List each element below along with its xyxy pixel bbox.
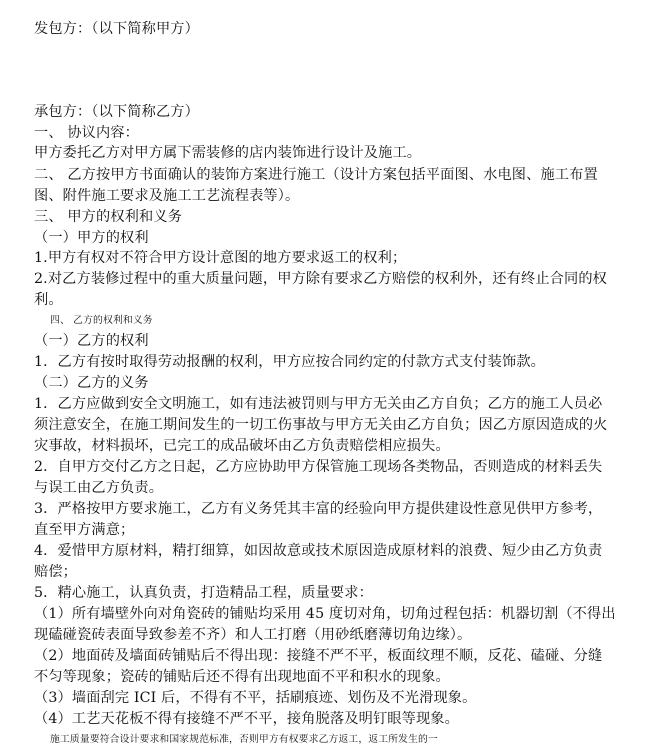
- paragraph-line: 现磕碰瓷砖表面导致参差不齐）和人工打磨（用砂纸磨薄切角边缘）。: [34, 627, 472, 643]
- section-heading-agreement: 一、 协议内容：: [34, 125, 140, 141]
- paragraph-line: 赔偿；: [34, 564, 78, 580]
- paragraph-line: 须注意安全，在施工期间发生的一切工伤事故与甲方无关由乙方自负；因乙方原因造成的火: [34, 417, 608, 433]
- paragraph-line: 直至甲方满意；: [34, 522, 135, 538]
- paragraph-line: 5．精心施工，认真负责，打造精品工程，质量要求：: [34, 585, 373, 601]
- paragraph-line: 与误工由乙方负责。: [34, 480, 164, 496]
- line-contractor-party-a: 发包方：（以下简称甲方）: [34, 21, 199, 37]
- subsection-heading: （一）甲方的权利: [34, 230, 149, 246]
- paragraph-line: 3．严格按甲方要求施工，乙方有义务凭其丰富的经验向甲方提供建设性意见供甲方参考，: [34, 501, 603, 517]
- subsection-heading: （一）乙方的权利: [34, 333, 149, 349]
- section-heading-party-a-rights: 三、 甲方的权利和义务: [34, 209, 183, 225]
- paragraph-line: （2）地面砖及墙面砖铺贴后不得出现：接缝不严不平，板面纹理不顺，反花、磕碰、分缝: [34, 648, 603, 664]
- paragraph-line: 图、附件施工要求及施工工艺流程表等）。: [34, 188, 300, 204]
- paragraph-line: 1．乙方有按时取得劳动报酬的权利，甲方应按合同约定的付款方式支付装饰款。: [34, 354, 545, 370]
- paragraph-line: （1）所有墙壁外向对角瓷砖的铺贴均采用 45 度切对角，切角过程包括：机器切割（不得出: [34, 606, 616, 622]
- paragraph-line: 利。: [34, 292, 63, 308]
- subsection-heading: （二）乙方的义务: [34, 375, 149, 391]
- line-contractor-party-b: 承包方：（以下简称乙方）: [34, 104, 199, 120]
- paragraph-line: 二、 乙方按甲方书面确认的装饰方案进行施工（设计方案包括平面图、水电图、施工布置: [34, 167, 598, 183]
- paragraph-line: 甲方委托乙方对甲方属下需装修的店内装饰进行设计及施工。: [34, 145, 422, 161]
- paragraph-line: 1．乙方应做到安全文明施工，如有违法被罚则与甲方无关由乙方自负；乙方的施工人员必: [34, 396, 603, 412]
- paragraph-line: 2.对乙方装修过程中的重大质量问题，甲方除有要求乙方赔偿的权利外，还有终止合同的权: [34, 271, 608, 287]
- paragraph-line: 4．爱惜甲方原材料，精打细算，如因故意或技术原因造成原材料的浪费、短少由乙方负责: [34, 543, 603, 559]
- paragraph-line: 1.甲方有权对不符合甲方设计意图的地方要求返工的权利；: [34, 250, 407, 266]
- paragraph-line: （3）墙面刮完 ICI 后，不得有不平，括刷痕迹、划伤及不光滑现象。: [34, 690, 477, 706]
- paragraph-line: 施工质量要符合设计要求和国家规范标准，否则甲方有权要求乙方返工，返工所发生的一: [50, 734, 438, 745]
- paragraph-line: 灾事故，材料损坏，已完工的成品破坏由乙方负责赔偿相应损失。: [34, 438, 450, 454]
- section-heading-party-b-rights: 四、 乙方的权利和义务: [50, 315, 153, 326]
- paragraph-line: （4）工艺天花板不得有接缝不严不平，接角脱落及明钉眼等现象。: [34, 711, 459, 727]
- paragraph-line: 不匀等现象；瓷砖的铺贴后还不得有出现地面不平和积水的现象。: [34, 669, 450, 685]
- paragraph-line: 2．自甲方交付乙方之日起，乙方应协助甲方保管施工现场各类物品，否则造成的材料丢失: [34, 459, 603, 475]
